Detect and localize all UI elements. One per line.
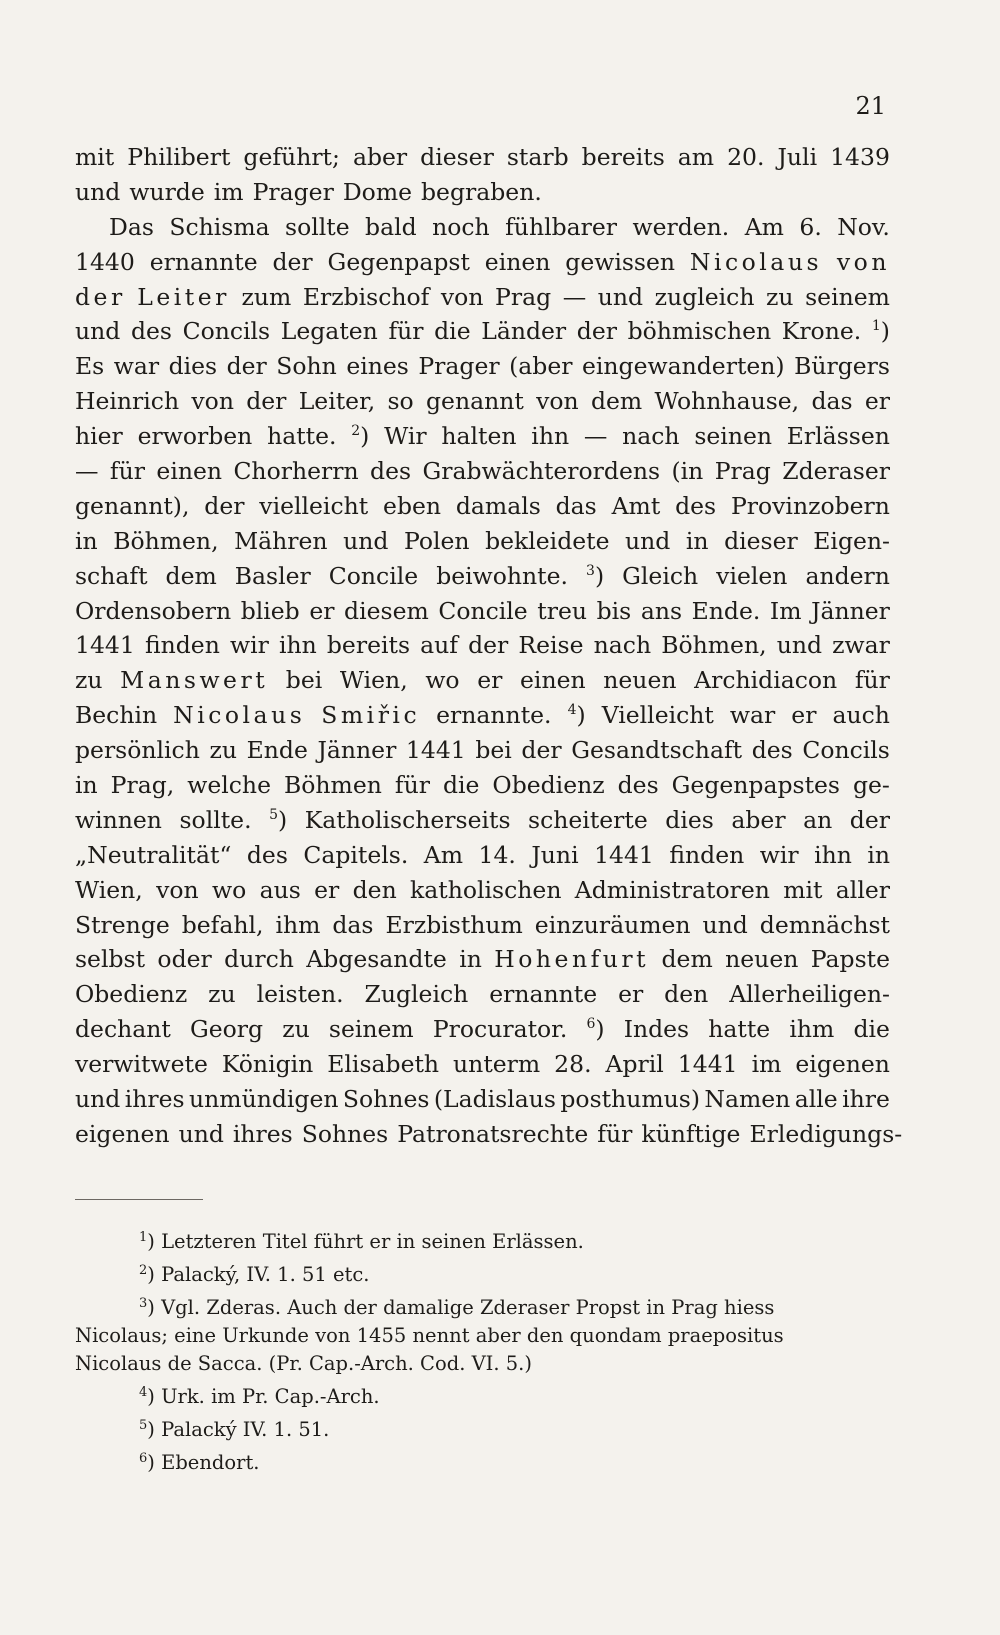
footnote-rule <box>75 1199 203 1200</box>
text-line: genannt), der vielleicht eben damals das Amt des Provinzobern <box>75 491 890 520</box>
footnote: $^1$) Letzteren Titel führt er in seinen Erlässen. <box>139 1230 584 1253</box>
text-line: und ihres unmündigen Sohnes (Ladislaus posthumus) Namen alle ihre <box>75 1085 890 1114</box>
footnote-ref: 6 <box>586 1016 596 1033</box>
text-line: dechant Georg zu seinem Procurator. $^6$) Indes hatte ihm die <box>75 1015 890 1044</box>
footnote: $^5$) Palacký IV. 1. 51. <box>139 1418 330 1441</box>
footnotes <box>75 1228 890 1482</box>
text-line: Das Schisma sollte bald noch fühlbarer werden. Am 6. Nov. <box>109 212 890 241</box>
text-line: in Böhmen, Mähren und Polen bekleidete und in dieser Eigen- <box>75 526 890 555</box>
text-line: Strenge befahl, ihm das Erzbisthum einzuräumen und demnächst <box>75 910 890 939</box>
footnote-mark: 1 <box>139 1230 148 1245</box>
text-line: — für einen Chorherrn des Grabwächterordens (in Prag Zderaser <box>75 457 890 486</box>
footnote: $^6$) Ebendort. <box>139 1451 260 1474</box>
footnote-ref: 4 <box>567 702 577 719</box>
text-line: 1441 finden wir ihn bereits auf der Reise nach Böhmen, und zwar <box>75 631 890 660</box>
text-line: Heinrich von der Leiter, so genannt von dem Wohnhause, das er <box>75 387 890 416</box>
text-line: winnen sollte. $^5$) Katholischerseits scheiterte dies aber an der <box>75 805 890 834</box>
footnote: $^2$) Palacký, IV. 1. 51 etc. <box>139 1263 370 1286</box>
footnote-mark: 4 <box>139 1385 148 1400</box>
footnote-mark: 6 <box>139 1451 148 1466</box>
text-line: und des Concils Legaten für die Länder der böhmischen Krone. $^1$) <box>75 317 890 346</box>
text-line: verwitwete Königin Elisabeth unterm 28. April 1441 im eigenen <box>75 1050 890 1079</box>
footnote-ref: 3 <box>586 562 595 579</box>
text-line: „Neutralität“ des Capitels. Am 14. Juni 1441 finden wir ihn in <box>75 840 890 869</box>
text-line: und wurde im Prager Dome begraben. <box>75 177 542 206</box>
text-line: persönlich zu Ende Jänner 1441 bei der Gesandtschaft des Concils <box>75 736 890 765</box>
text-line: schaft dem Basler Concile beiwohnte. $^3$) Gleich vielen andern <box>75 561 890 590</box>
text-line: der Leiter zum Erzbischof von Prag — und zugleich zu seinem <box>75 282 890 311</box>
footnote-mark: 3 <box>139 1296 148 1311</box>
footnote-ref: 2 <box>351 423 361 440</box>
text-line: Bechin Nicolaus Smiřic ernannte. $^4$) Vielleicht war er auch <box>75 701 890 730</box>
footnote-ref: 1 <box>871 318 881 335</box>
footnote: $^3$) Vgl. Zderas. Auch der damalige Zderaser Propst in Prag hiess Nicolaus; eine Urkunde von 1455 nennt aber den quondam praepositus Nicolaus de Sacca. (Pr. Cap.-Arch. Cod. VI. 5.) <box>75 1296 784 1375</box>
footnote-ref: 5 <box>269 806 278 823</box>
text-line: Es war dies der Sohn eines Prager (aber eingewanderten) Bürgers <box>75 352 890 381</box>
text-line: Obedienz zu leisten. Zugleich ernannte er den Allerheiligen- <box>75 980 890 1009</box>
text-line: hier erworben hatte. $^2$) Wir halten ihn — nach seinen Erlässen <box>75 422 890 451</box>
text-line: Wien, von wo aus er den katholischen Administratoren mit aller <box>75 875 890 904</box>
text-line: 1440 ernannte der Gegenpapst einen gewissen Nicolaus von <box>75 247 890 276</box>
body-text <box>75 140 903 1152</box>
text-line: eigenen und ihres Sohnes Patronatsrechte für künftige Erledigungs- <box>75 1119 903 1148</box>
footnote-mark: 2 <box>139 1263 148 1278</box>
footnote-mark: 5 <box>139 1418 148 1433</box>
footnote: $^4$) Urk. im Pr. Cap.-Arch. <box>139 1385 380 1408</box>
text-line: zu Manswert bei Wien, wo er einen neuen Archidiacon für <box>75 666 890 695</box>
text-line: in Prag, welche Böhmen für die Obedienz des Gegenpapstes ge- <box>75 771 890 800</box>
text-line: selbst oder durch Abgesandte in Hohenfurt dem neuen Papste <box>75 945 890 974</box>
text-line: Ordensobern blieb er diesem Concile treu bis ans Ende. Im Jänner <box>75 596 890 625</box>
text-line: mit Philibert geführt; aber dieser starb bereits am 20. Juli 1439 <box>75 143 890 171</box>
page-number: 21 <box>855 92 886 120</box>
